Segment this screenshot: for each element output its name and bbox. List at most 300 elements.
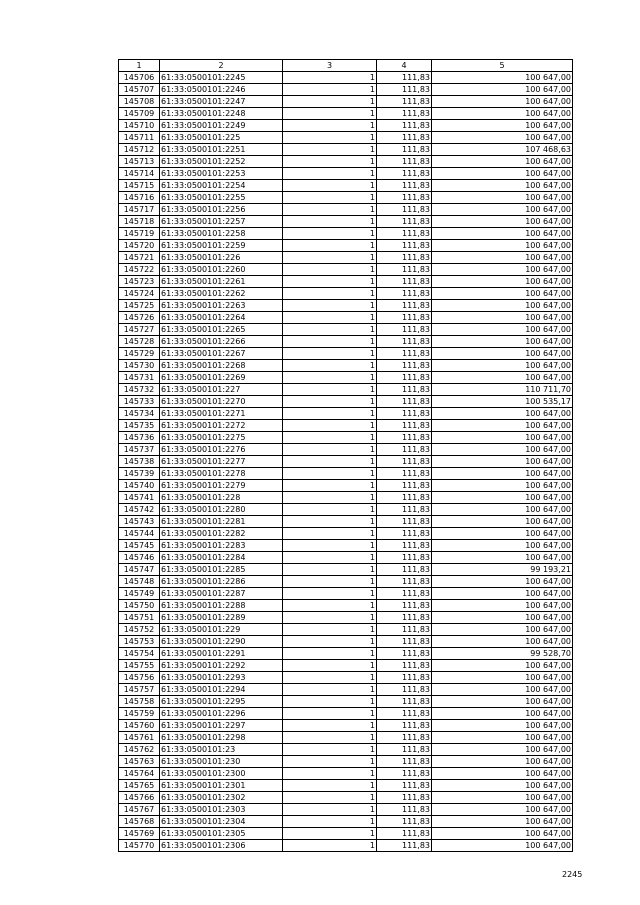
cell-value: 100 647,00 <box>432 444 573 456</box>
cell-number: 145762 <box>119 744 160 756</box>
cell-number: 145750 <box>119 600 160 612</box>
cell-number: 145758 <box>119 696 160 708</box>
cell-count: 1 <box>283 96 377 108</box>
cell-number: 145735 <box>119 420 160 432</box>
cell-cadastral-id: 61:33:0500101:2305 <box>160 828 283 840</box>
cell-value: 100 647,00 <box>432 204 573 216</box>
cell-number: 145755 <box>119 660 160 672</box>
table-row <box>119 708 573 720</box>
cell-cadastral-id: 61:33:0500101:2300 <box>160 768 283 780</box>
cell-number: 145745 <box>119 540 160 552</box>
cell-cadastral-id: 61:33:0500101:2265 <box>160 324 283 336</box>
cell-count: 1 <box>283 360 377 372</box>
cell-number: 145768 <box>119 816 160 828</box>
table-row <box>119 744 573 756</box>
cell-value: 100 647,00 <box>432 792 573 804</box>
cell-value: 100 647,00 <box>432 636 573 648</box>
cell-count: 1 <box>283 396 377 408</box>
cell-number: 145726 <box>119 312 160 324</box>
cell-number: 145709 <box>119 108 160 120</box>
cell-cadastral-id: 61:33:0500101:2266 <box>160 336 283 348</box>
cell-count: 1 <box>283 312 377 324</box>
cell-area: 111,83 <box>377 588 432 600</box>
cell-cadastral-id: 61:33:0500101:2294 <box>160 684 283 696</box>
cell-count: 1 <box>283 408 377 420</box>
cell-cadastral-id: 61:33:0500101:2292 <box>160 660 283 672</box>
cell-value: 100 647,00 <box>432 516 573 528</box>
cell-area: 111,83 <box>377 300 432 312</box>
cell-value: 110 711,70 <box>432 384 573 396</box>
cell-count: 1 <box>283 420 377 432</box>
cell-number: 145742 <box>119 504 160 516</box>
cell-value: 100 647,00 <box>432 252 573 264</box>
cell-number: 145723 <box>119 276 160 288</box>
cell-number: 145764 <box>119 768 160 780</box>
cell-number: 145724 <box>119 288 160 300</box>
cell-count: 1 <box>283 780 377 792</box>
cell-area: 111,83 <box>377 636 432 648</box>
cell-area: 111,83 <box>377 720 432 732</box>
cell-number: 145730 <box>119 360 160 372</box>
cell-cadastral-id: 61:33:0500101:2262 <box>160 288 283 300</box>
cell-value: 100 647,00 <box>432 360 573 372</box>
cell-number: 145725 <box>119 300 160 312</box>
cell-cadastral-id: 61:33:0500101:2246 <box>160 84 283 96</box>
cell-number: 145769 <box>119 828 160 840</box>
cell-area: 111,83 <box>377 732 432 744</box>
table-row <box>119 336 573 348</box>
cell-number: 145708 <box>119 96 160 108</box>
cell-area: 111,83 <box>377 612 432 624</box>
cell-cadastral-id: 61:33:0500101:2301 <box>160 780 283 792</box>
cell-cadastral-id: 61:33:0500101:2306 <box>160 840 283 852</box>
cell-value: 100 647,00 <box>432 372 573 384</box>
cell-area: 111,83 <box>377 768 432 780</box>
cell-area: 111,83 <box>377 252 432 264</box>
cell-count: 1 <box>283 324 377 336</box>
table-row <box>119 504 573 516</box>
cell-value: 100 647,00 <box>432 816 573 828</box>
cell-area: 111,83 <box>377 276 432 288</box>
cell-number: 145749 <box>119 588 160 600</box>
cell-cadastral-id: 61:33:0500101:2263 <box>160 300 283 312</box>
cell-value: 100 647,00 <box>432 588 573 600</box>
cell-count: 1 <box>283 756 377 768</box>
cell-number: 145759 <box>119 708 160 720</box>
cell-number: 145733 <box>119 396 160 408</box>
cell-value: 100 647,00 <box>432 600 573 612</box>
cell-cadastral-id: 61:33:0500101:2272 <box>160 420 283 432</box>
cell-value: 100 647,00 <box>432 552 573 564</box>
table-row <box>119 276 573 288</box>
cell-number: 145718 <box>119 216 160 228</box>
cell-cadastral-id: 61:33:0500101:2281 <box>160 516 283 528</box>
cell-cadastral-id: 61:33:0500101:2289 <box>160 612 283 624</box>
cell-cadastral-id: 61:33:0500101:2283 <box>160 540 283 552</box>
table-row <box>119 168 573 180</box>
cell-count: 1 <box>283 216 377 228</box>
cell-value: 100 647,00 <box>432 348 573 360</box>
cell-value: 100 647,00 <box>432 828 573 840</box>
cell-number: 145707 <box>119 84 160 96</box>
cell-value: 99 193,21 <box>432 564 573 576</box>
cell-count: 1 <box>283 612 377 624</box>
cell-cadastral-id: 61:33:0500101:225 <box>160 132 283 144</box>
cell-area: 111,83 <box>377 144 432 156</box>
cell-area: 111,83 <box>377 444 432 456</box>
cell-area: 111,83 <box>377 516 432 528</box>
table-row <box>119 96 573 108</box>
cell-value: 100 647,00 <box>432 216 573 228</box>
cell-count: 1 <box>283 204 377 216</box>
table-row <box>119 648 573 660</box>
cell-cadastral-id: 61:33:0500101:2286 <box>160 576 283 588</box>
table-row <box>119 108 573 120</box>
cell-area: 111,83 <box>377 120 432 132</box>
cell-value: 100 647,00 <box>432 708 573 720</box>
cell-area: 111,83 <box>377 528 432 540</box>
cell-count: 1 <box>283 252 377 264</box>
cell-value: 100 647,00 <box>432 408 573 420</box>
cell-count: 1 <box>283 804 377 816</box>
cell-value: 100 647,00 <box>432 612 573 624</box>
table-row <box>119 432 573 444</box>
cell-cadastral-id: 61:33:0500101:2277 <box>160 456 283 468</box>
cell-cadastral-id: 61:33:0500101:2256 <box>160 204 283 216</box>
cell-count: 1 <box>283 480 377 492</box>
cell-value: 100 647,00 <box>432 624 573 636</box>
cell-number: 145713 <box>119 156 160 168</box>
cell-area: 111,83 <box>377 624 432 636</box>
table-row <box>119 420 573 432</box>
cell-number: 145746 <box>119 552 160 564</box>
cell-number: 145716 <box>119 192 160 204</box>
cell-area: 111,83 <box>377 180 432 192</box>
cell-count: 1 <box>283 540 377 552</box>
cell-count: 1 <box>283 336 377 348</box>
cell-number: 145737 <box>119 444 160 456</box>
cell-count: 1 <box>283 180 377 192</box>
cell-value: 100 647,00 <box>432 528 573 540</box>
cell-value: 100 647,00 <box>432 156 573 168</box>
cell-value: 100 647,00 <box>432 240 573 252</box>
cell-area: 111,83 <box>377 492 432 504</box>
cell-value: 100 647,00 <box>432 744 573 756</box>
cell-value: 100 647,00 <box>432 684 573 696</box>
cell-count: 1 <box>283 384 377 396</box>
cell-area: 111,83 <box>377 696 432 708</box>
cell-number: 145757 <box>119 684 160 696</box>
table-row <box>119 684 573 696</box>
table-body <box>119 72 573 852</box>
cell-count: 1 <box>283 840 377 852</box>
cell-area: 111,83 <box>377 600 432 612</box>
table-row <box>119 732 573 744</box>
column-header-5: 5 <box>432 60 573 72</box>
table-row <box>119 792 573 804</box>
cell-cadastral-id: 61:33:0500101:2268 <box>160 360 283 372</box>
cell-count: 1 <box>283 792 377 804</box>
cell-count: 1 <box>283 192 377 204</box>
cell-count: 1 <box>283 108 377 120</box>
column-header-2: 2 <box>160 60 283 72</box>
cell-value: 100 647,00 <box>432 192 573 204</box>
cell-value: 100 647,00 <box>432 468 573 480</box>
cell-count: 1 <box>283 660 377 672</box>
cell-cadastral-id: 61:33:0500101:2255 <box>160 192 283 204</box>
table-row <box>119 624 573 636</box>
cell-value: 100 647,00 <box>432 540 573 552</box>
cell-area: 111,83 <box>377 168 432 180</box>
cell-cadastral-id: 61:33:0500101:2260 <box>160 264 283 276</box>
cell-area: 111,83 <box>377 840 432 852</box>
cell-value: 100 647,00 <box>432 324 573 336</box>
cell-number: 145753 <box>119 636 160 648</box>
cell-count: 1 <box>283 84 377 96</box>
cell-cadastral-id: 61:33:0500101:2295 <box>160 696 283 708</box>
table-row <box>119 804 573 816</box>
cell-area: 111,83 <box>377 408 432 420</box>
cell-count: 1 <box>283 156 377 168</box>
cell-number: 145752 <box>119 624 160 636</box>
cell-cadastral-id: 61:33:0500101:2276 <box>160 444 283 456</box>
cell-value: 100 647,00 <box>432 732 573 744</box>
cell-area: 111,83 <box>377 396 432 408</box>
cell-area: 111,83 <box>377 540 432 552</box>
cell-cadastral-id: 61:33:0500101:2290 <box>160 636 283 648</box>
cell-number: 145748 <box>119 576 160 588</box>
table-row <box>119 816 573 828</box>
cell-cadastral-id: 61:33:0500101:2251 <box>160 144 283 156</box>
cell-cadastral-id: 61:33:0500101:2271 <box>160 408 283 420</box>
cell-cadastral-id: 61:33:0500101:2302 <box>160 792 283 804</box>
cell-count: 1 <box>283 552 377 564</box>
table-row <box>119 216 573 228</box>
cell-area: 111,83 <box>377 576 432 588</box>
table-row <box>119 720 573 732</box>
cell-count: 1 <box>283 528 377 540</box>
cell-value: 100 647,00 <box>432 720 573 732</box>
cell-number: 145763 <box>119 756 160 768</box>
cell-area: 111,83 <box>377 156 432 168</box>
table-row <box>119 252 573 264</box>
cell-area: 111,83 <box>377 336 432 348</box>
cell-value: 107 468,63 <box>432 144 573 156</box>
table-row <box>119 300 573 312</box>
cell-value: 100 647,00 <box>432 504 573 516</box>
table-row <box>119 840 573 852</box>
cell-cadastral-id: 61:33:0500101:2270 <box>160 396 283 408</box>
table-row <box>119 204 573 216</box>
cell-count: 1 <box>283 504 377 516</box>
cell-cadastral-id: 61:33:0500101:2264 <box>160 312 283 324</box>
table-row <box>119 132 573 144</box>
cell-cadastral-id: 61:33:0500101:2278 <box>160 468 283 480</box>
cell-cadastral-id: 61:33:0500101:2261 <box>160 276 283 288</box>
cell-number: 145741 <box>119 492 160 504</box>
table-row <box>119 408 573 420</box>
cell-number: 145719 <box>119 228 160 240</box>
cell-number: 145740 <box>119 480 160 492</box>
table-row <box>119 396 573 408</box>
cell-count: 1 <box>283 240 377 252</box>
cell-value: 100 647,00 <box>432 108 573 120</box>
table-row <box>119 468 573 480</box>
cell-value: 100 647,00 <box>432 432 573 444</box>
cell-number: 145728 <box>119 336 160 348</box>
cell-cadastral-id: 61:33:0500101:2259 <box>160 240 283 252</box>
cell-area: 111,83 <box>377 72 432 84</box>
table-row <box>119 312 573 324</box>
cell-value: 100 647,00 <box>432 264 573 276</box>
cell-number: 145760 <box>119 720 160 732</box>
cell-count: 1 <box>283 132 377 144</box>
cell-value: 100 647,00 <box>432 660 573 672</box>
cell-value: 100 647,00 <box>432 276 573 288</box>
cell-number: 145734 <box>119 408 160 420</box>
table-row <box>119 552 573 564</box>
cell-value: 100 647,00 <box>432 804 573 816</box>
cell-cadastral-id: 61:33:0500101:2280 <box>160 504 283 516</box>
cell-cadastral-id: 61:33:0500101:2291 <box>160 648 283 660</box>
cell-cadastral-id: 61:33:0500101:2275 <box>160 432 283 444</box>
cell-count: 1 <box>283 576 377 588</box>
cell-value: 100 647,00 <box>432 840 573 852</box>
cell-value: 100 647,00 <box>432 288 573 300</box>
table-row <box>119 756 573 768</box>
cell-value: 100 647,00 <box>432 228 573 240</box>
table-row <box>119 672 573 684</box>
cell-area: 111,83 <box>377 240 432 252</box>
cell-number: 145766 <box>119 792 160 804</box>
cell-value: 100 647,00 <box>432 576 573 588</box>
cell-number: 145717 <box>119 204 160 216</box>
cell-number: 145751 <box>119 612 160 624</box>
cell-area: 111,83 <box>377 132 432 144</box>
table-row <box>119 384 573 396</box>
cell-number: 145722 <box>119 264 160 276</box>
cell-count: 1 <box>283 516 377 528</box>
table-row <box>119 564 573 576</box>
cell-number: 145712 <box>119 144 160 156</box>
cell-count: 1 <box>283 588 377 600</box>
cell-cadastral-id: 61:33:0500101:2258 <box>160 228 283 240</box>
table-row <box>119 600 573 612</box>
cell-cadastral-id: 61:33:0500101:2245 <box>160 72 283 84</box>
cell-area: 111,83 <box>377 828 432 840</box>
cell-cadastral-id: 61:33:0500101:227 <box>160 384 283 396</box>
table-row <box>119 636 573 648</box>
table-row <box>119 828 573 840</box>
cell-cadastral-id: 61:33:0500101:2267 <box>160 348 283 360</box>
cell-area: 111,83 <box>377 564 432 576</box>
cell-cadastral-id: 61:33:0500101:229 <box>160 624 283 636</box>
cell-value: 100 647,00 <box>432 480 573 492</box>
table-row <box>119 84 573 96</box>
cell-cadastral-id: 61:33:0500101:2293 <box>160 672 283 684</box>
cell-value: 100 647,00 <box>432 120 573 132</box>
cell-area: 111,83 <box>377 504 432 516</box>
cell-cadastral-id: 61:33:0500101:226 <box>160 252 283 264</box>
cell-value: 100 647,00 <box>432 180 573 192</box>
cell-value: 100 647,00 <box>432 132 573 144</box>
table-row <box>119 144 573 156</box>
cell-number: 145744 <box>119 528 160 540</box>
cell-area: 111,83 <box>377 432 432 444</box>
cell-cadastral-id: 61:33:0500101:2288 <box>160 600 283 612</box>
table-row <box>119 192 573 204</box>
cell-area: 111,83 <box>377 264 432 276</box>
cell-value: 100 647,00 <box>432 300 573 312</box>
cell-value: 99 528,70 <box>432 648 573 660</box>
cell-count: 1 <box>283 636 377 648</box>
cell-area: 111,83 <box>377 672 432 684</box>
cell-count: 1 <box>283 168 377 180</box>
cell-area: 111,83 <box>377 108 432 120</box>
cell-area: 111,83 <box>377 288 432 300</box>
cell-area: 111,83 <box>377 456 432 468</box>
cell-cadastral-id: 61:33:0500101:2269 <box>160 372 283 384</box>
table-row <box>119 324 573 336</box>
cell-number: 145739 <box>119 468 160 480</box>
cell-count: 1 <box>283 468 377 480</box>
table-row <box>119 528 573 540</box>
table-row <box>119 480 573 492</box>
column-header-1: 1 <box>119 60 160 72</box>
cell-number: 145715 <box>119 180 160 192</box>
cell-area: 111,83 <box>377 552 432 564</box>
cell-area: 111,83 <box>377 756 432 768</box>
cell-number: 145721 <box>119 252 160 264</box>
cell-cadastral-id: 61:33:0500101:2253 <box>160 168 283 180</box>
cell-area: 111,83 <box>377 96 432 108</box>
cell-cadastral-id: 61:33:0500101:2282 <box>160 528 283 540</box>
cell-count: 1 <box>283 444 377 456</box>
cell-count: 1 <box>283 348 377 360</box>
cell-number: 145747 <box>119 564 160 576</box>
table-row <box>119 288 573 300</box>
cell-count: 1 <box>283 684 377 696</box>
cell-cadastral-id: 61:33:0500101:2304 <box>160 816 283 828</box>
cell-cadastral-id: 61:33:0500101:2303 <box>160 804 283 816</box>
cell-number: 145729 <box>119 348 160 360</box>
cell-number: 145765 <box>119 780 160 792</box>
cell-area: 111,83 <box>377 384 432 396</box>
cell-cadastral-id: 61:33:0500101:2249 <box>160 120 283 132</box>
column-header-3: 3 <box>283 60 377 72</box>
table-row <box>119 588 573 600</box>
cell-number: 145756 <box>119 672 160 684</box>
cell-area: 111,83 <box>377 360 432 372</box>
cell-area: 111,83 <box>377 708 432 720</box>
table-row <box>119 456 573 468</box>
cell-value: 100 647,00 <box>432 492 573 504</box>
cell-value: 100 647,00 <box>432 168 573 180</box>
table-row <box>119 516 573 528</box>
cell-count: 1 <box>283 672 377 684</box>
cell-area: 111,83 <box>377 204 432 216</box>
cell-cadastral-id: 61:33:0500101:228 <box>160 492 283 504</box>
cell-count: 1 <box>283 276 377 288</box>
cell-cadastral-id: 61:33:0500101:230 <box>160 756 283 768</box>
table-row <box>119 444 573 456</box>
cell-value: 100 647,00 <box>432 84 573 96</box>
registry-table <box>118 59 573 852</box>
cell-area: 111,83 <box>377 648 432 660</box>
cell-area: 111,83 <box>377 216 432 228</box>
table-row <box>119 612 573 624</box>
cell-area: 111,83 <box>377 804 432 816</box>
